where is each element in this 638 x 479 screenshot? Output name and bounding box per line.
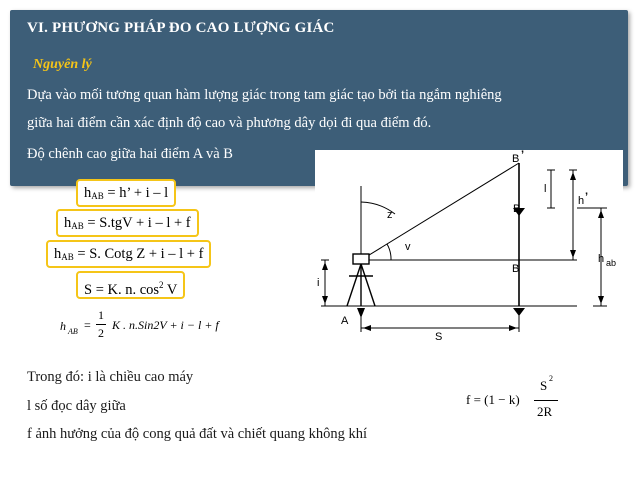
sight-line (361, 163, 519, 260)
label-l: l (544, 183, 547, 195)
slide-subtitle: Nguyên lý (33, 57, 92, 72)
formula-2-rest: = S.tgV + i – l + f (83, 215, 191, 231)
formula-box-4 (76, 271, 185, 299)
formula-1-h: h (84, 185, 92, 201)
note-line-1: Trong đó: i là chiều cao máy (27, 369, 194, 385)
f-formula (466, 374, 576, 424)
formula-box-3 (46, 240, 211, 268)
formula-3-h: h (54, 246, 62, 262)
label-s: S (435, 331, 443, 343)
label-z: z (387, 209, 393, 221)
f-formula-num-sup: 2 (549, 374, 553, 383)
formula-4-end: V (163, 281, 178, 298)
f-formula-lhs: f = (1 − k) (466, 392, 520, 407)
formula-1-sub: AB (91, 191, 104, 201)
difference-line: Độ chênh cao giữa hai điểm A và B (27, 146, 233, 162)
note-line-2: l số đọc dây giữa (27, 398, 126, 414)
label-i: i (317, 277, 320, 289)
formula-5-eq: = (84, 318, 91, 332)
vertical-angle-arc (387, 244, 391, 260)
formula-2-sub: AB (71, 221, 84, 231)
formula-5-num: 1 (98, 308, 104, 322)
note-line-3: f ảnh hưởng của độ cong quả đất và chiết quang không khí (27, 426, 368, 442)
formula-5-h: h (60, 319, 66, 333)
label-b-low: B (512, 263, 520, 275)
label-h-prime: h (578, 195, 585, 207)
f-formula-bar (534, 400, 558, 401)
formula-4-main: S = K. n. cos (84, 281, 160, 298)
label-b-top: B (512, 153, 520, 165)
formula-2-h: h (64, 215, 72, 231)
label-v: v (405, 241, 411, 253)
label-h-ab-sub: ab (606, 258, 617, 268)
formula-4-sup: 2 (159, 280, 164, 290)
f-formula-num: S (540, 378, 548, 393)
arrowheads (322, 172, 604, 331)
paragraph-line-2: giữa hai điểm cần xác định độ cao và phương dây dọi đi qua điểm đó. (27, 115, 432, 131)
formula-3-rest: = S. Cotg Z + i – l + f (73, 246, 204, 262)
formula-1-rest: = h’ + i – l (103, 185, 169, 201)
label-h-ab: h (598, 253, 605, 265)
label-h-prime-mark: ’ (585, 191, 589, 203)
ground-markers (357, 208, 525, 318)
label-b-mid: B (513, 203, 521, 215)
formula-5-den: 2 (98, 326, 104, 340)
formula-5-rest: K . n.Sin2V + i − l + f (112, 318, 219, 332)
label-b-top-prime: ’ (521, 150, 525, 161)
f-formula-den: 2R (537, 404, 553, 419)
trig-leveling-diagram (315, 150, 623, 346)
tripod-instrument (347, 254, 375, 306)
formula-box-2 (56, 209, 199, 237)
formula-box-1 (76, 179, 176, 207)
label-a: A (341, 315, 349, 327)
paragraph-line-1: Dựa vào mối tương quan hàm lượng giác trong tam giác tạo bởi tia ngắm nghiêng (27, 87, 502, 103)
slide-title: VI. PHƯƠNG PHÁP ĐO CAO LƯỢNG GIÁC (27, 20, 335, 36)
formula-5-sub: AB (68, 327, 78, 336)
formula-3-sub: AB (61, 252, 74, 262)
formula-5-fraction-bar (96, 324, 106, 325)
